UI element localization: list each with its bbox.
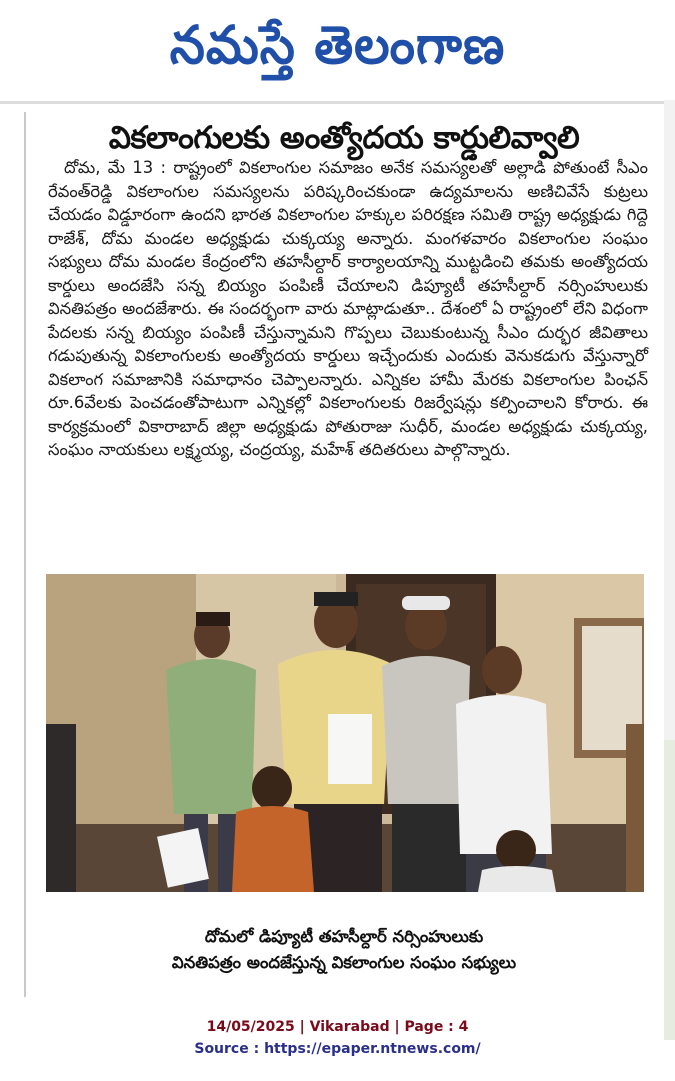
caption-line-2: వినతిపత్రం అందజేస్తున్న వికలాంగుల సంఘం సభ్యులు	[171, 953, 517, 972]
article-headline: వికలాంగులకు అంత్యోదయ కార్డులివ్వాలి	[108, 120, 580, 156]
photo-illustration	[46, 574, 644, 892]
source-link[interactable]: Source : https://epaper.ntnews.com/	[194, 1041, 481, 1057]
news-clipping	[24, 112, 664, 997]
column-divider	[24, 112, 26, 997]
caption-line-1: దోమలో డిప్యూటీ తహసీల్దార్ నర్సింహులుకు	[204, 927, 484, 946]
photo-caption	[24, 924, 664, 976]
adjacent-page-edge	[664, 100, 675, 1000]
page-footer	[0, 1016, 675, 1060]
newspaper-masthead	[0, 0, 675, 100]
article-photo	[46, 574, 644, 892]
masthead-logo: నమస్తే తెలంగాణ	[169, 14, 506, 76]
article-body: దోమ, మే 13 : రాష్ట్రంలో వికలాంగుల సమాజం అనేక సమస్యలతో అల్లాడి పోతుంటే సీఎం రేవంత్‌రెడ్డి వికలాంగుల సమస్యలను పరిష్కరించకుండా ఉద్యమాలను అణిచివేసే కుట్రలు చేయడం విడ్డూరంగా ఉందని భారత వికలాంగుల హక్కుల పరిరక్షణ సమితి రాష్ట్ర అధ్యక్షుడు గిద్దె రాజేశ్, దోమ మండల అధ్యక్షుడు చుక్కయ్య అన్నారు. మంగళవారం వికలాంగుల సంఘం సభ్యులు దోమ మండల కేంద్రంలోని తహసీల్దార్ కార్యాలయాన్ని ముట్టడించి తమకు అంత్యోదయ కార్డులు అందజేసి సన్న బియ్యం పంపిణీ చేయాలని డిప్యూటీ తహసీల్దార్ నర్సింహులుకు వినతిపత్రం అందజేశారు. ఈ సందర్భంగా వారు మాట్లాడుతూ.. దేశంలో ఏ రాష్ట్రంలో లేని విధంగా పేదలకు సన్న బియ్యం పంపిణీ చేస్తున్నామని గొప్పలు చెబుకుంటున్న సీఎం దుర్భర జీవితాలు గడుపుతున్న వికలాంగులకు అంత్యోదయ కార్డులు ఇచ్చేందుకు ఎందుకు వెనుకడుగు వేస్తున్నారో వికలాంగ సమాజానికి సమాధానం చెప్పాలన్నారు. ఎన్నికల హామీ మేరకు వికలాంగుల పింఛన్ రూ.6వేలకు పెంచడంతోపాటుగా ఎన్నికల్లో వికలాంగులకు రిజర్వేషన్లు కల్పించాలని కోరారు. ఈ కార్యక్రమంలో వికారాబాద్ జిల్లా అధ్యక్షుడు పోతురాజు సుధీర్, మండల అధ్యక్షుడు చుక్కయ్య, సంఘం నాయకులు లక్ష్మయ్య, చంద్రయ్య, మహేశ్ తదితరులు పాల్గొన్నారు.	[48, 158, 648, 459]
edition-info: 14/05/2025 | Vikarabad | Page : 4	[206, 1019, 469, 1035]
adjacent-page-mark	[664, 740, 675, 1040]
masthead-divider	[0, 101, 675, 104]
